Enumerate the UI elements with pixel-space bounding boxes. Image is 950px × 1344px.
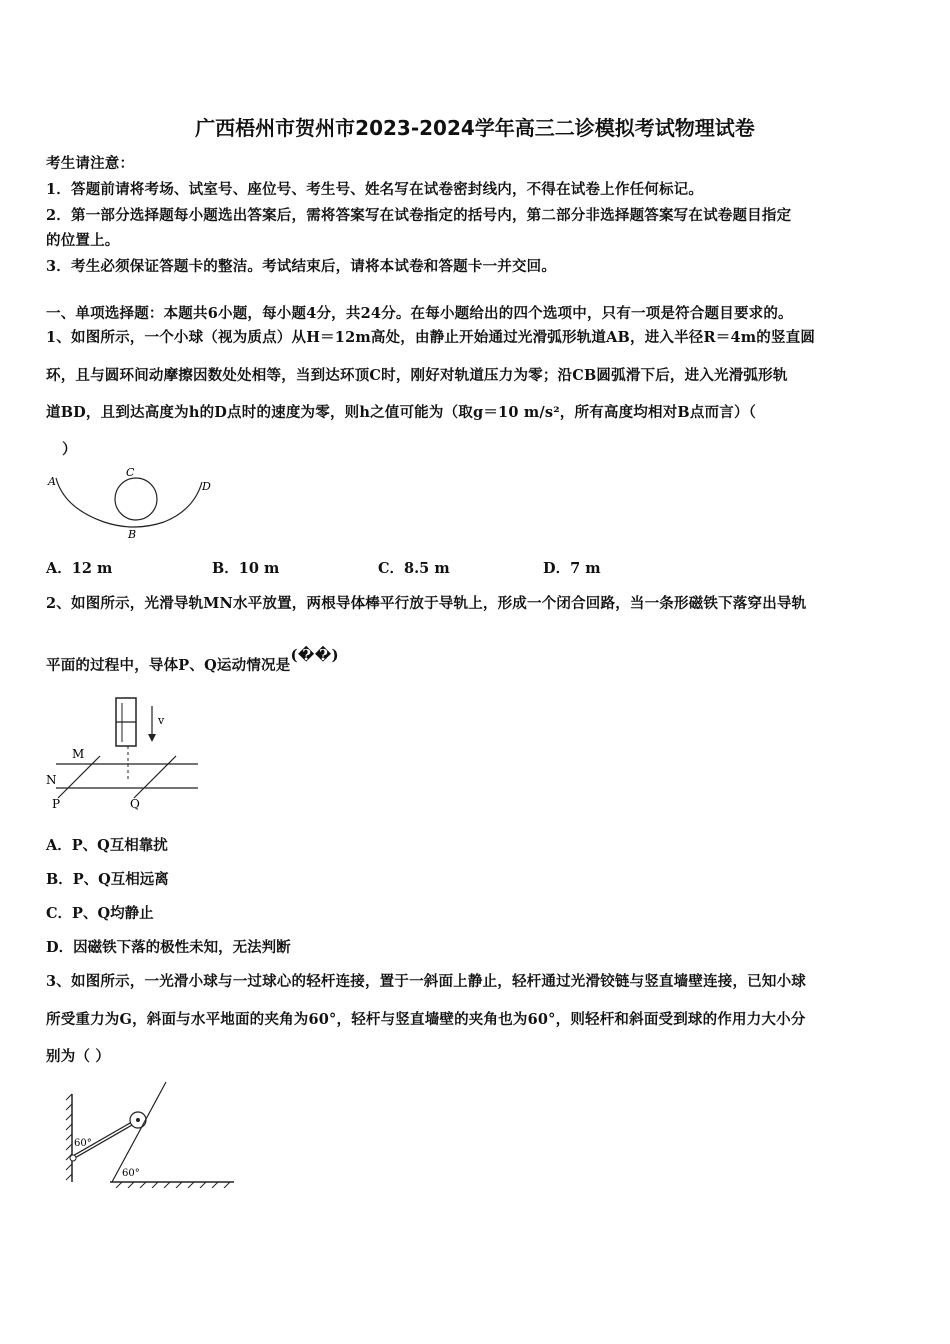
track-arc bbox=[56, 478, 202, 527]
notice-item-3: 3．考生必须保证答题卡的整洁。考试结束后，请将本试卷和答题卡一并交回。 bbox=[46, 258, 557, 275]
q2-line-2-text: 平面的过程中，导体P、Q运动情况是 bbox=[46, 657, 291, 674]
q3-line-3: 别为（ ） bbox=[46, 1048, 111, 1065]
label-q: Q bbox=[130, 797, 140, 811]
q2-line-2 bbox=[46, 646, 339, 675]
q2-option-a: A．P、Q互相靠扰 bbox=[46, 837, 168, 854]
label-m: M bbox=[72, 747, 85, 761]
label-a: A bbox=[48, 475, 56, 488]
q2-option-d: D．因磁铁下落的极性未知，无法判断 bbox=[46, 939, 291, 956]
label-v: v bbox=[158, 714, 165, 727]
q1-option-a: A．12 m bbox=[46, 560, 113, 577]
rod-p bbox=[58, 756, 100, 798]
q1-figure bbox=[44, 468, 224, 542]
notice-heading: 考生请注意： bbox=[46, 155, 135, 172]
label-d: D bbox=[202, 480, 211, 493]
section-heading: 一、单项选择题：本题共6小题，每小题4分，共24分。在每小题给出的四个选项中，只有一项是符合题目要求的。 bbox=[46, 305, 793, 322]
q1-option-b: B．10 m bbox=[212, 560, 280, 577]
q3-line-1: 3、如图所示，一光滑小球与一过球心的轻杆连接，置于一斜面上静止，轻杆通过光滑铰链与竖直墙壁连接，已知小球 bbox=[46, 973, 806, 990]
q3-figure bbox=[60, 1076, 240, 1188]
loop-circle bbox=[115, 478, 157, 520]
q2-option-b: B．P、Q互相远离 bbox=[46, 871, 169, 888]
q1-line-3: 道BD，且到达高度为h的D点时的速度为零，则h之值可能为（取g＝10 m/s²，所有高度均相对B点而言）（ bbox=[46, 404, 757, 421]
q1-line-1: 1、如图所示，一个小球（视为质点）从H＝12m高处，由静止开始通过光滑弧形轨道AB，进入半径R＝4m的竖直圆 bbox=[46, 329, 816, 346]
q2-option-c: C．P、Q均静止 bbox=[46, 905, 154, 922]
rod-q bbox=[134, 756, 176, 798]
q1-line-2: 环，且与圆环间动摩擦因数处处相等，当到达环顶C时，刚好对轨道压力为零；沿CB圆弧滑下后，进入光滑弧形轨 bbox=[46, 367, 788, 384]
label-c: C bbox=[126, 468, 135, 479]
angle-wall: 60° bbox=[74, 1138, 92, 1149]
page-title: 广西梧州市贺州市2023-2024学年高三二诊模拟考试物理试卷 bbox=[195, 116, 755, 140]
notice-item-2-cont: 的位置上。 bbox=[46, 232, 120, 249]
q1-option-c: C．8.5 m bbox=[378, 560, 450, 577]
label-b: B bbox=[128, 528, 137, 541]
notice-item-2: 2．第一部分选择题每小题选出答案后，需将答案写在试卷指定的括号内，第二部分非选择题答案写在试卷题目指定 bbox=[46, 207, 792, 224]
q1-line-4: ） bbox=[62, 441, 77, 458]
q2-bracket: (��) bbox=[290, 646, 339, 664]
q2-figure bbox=[44, 690, 204, 812]
q3-line-2: 所受重力为G，斜面与水平地面的夹角为60°，轻杆与竖直墙壁的夹角也为60°，则轻杆和斜面受到球的作用力大小分 bbox=[46, 1011, 806, 1028]
q1-option-d: D．7 m bbox=[543, 560, 601, 577]
label-p: P bbox=[52, 797, 61, 811]
hinge bbox=[70, 1155, 76, 1161]
angle-ground: 60° bbox=[122, 1168, 140, 1179]
q2-line-1: 2、如图所示，光滑导轨MN水平放置，两根导体棒平行放于导轨上，形成一个闭合回路，当一条形磁铁下落穿出导轨 bbox=[46, 595, 807, 612]
notice-item-1: 1．答题前请将考场、试室号、座位号、考生号、姓名写在试卷密封线内，不得在试卷上作任何标记。 bbox=[46, 181, 704, 198]
label-n: N bbox=[46, 773, 57, 787]
